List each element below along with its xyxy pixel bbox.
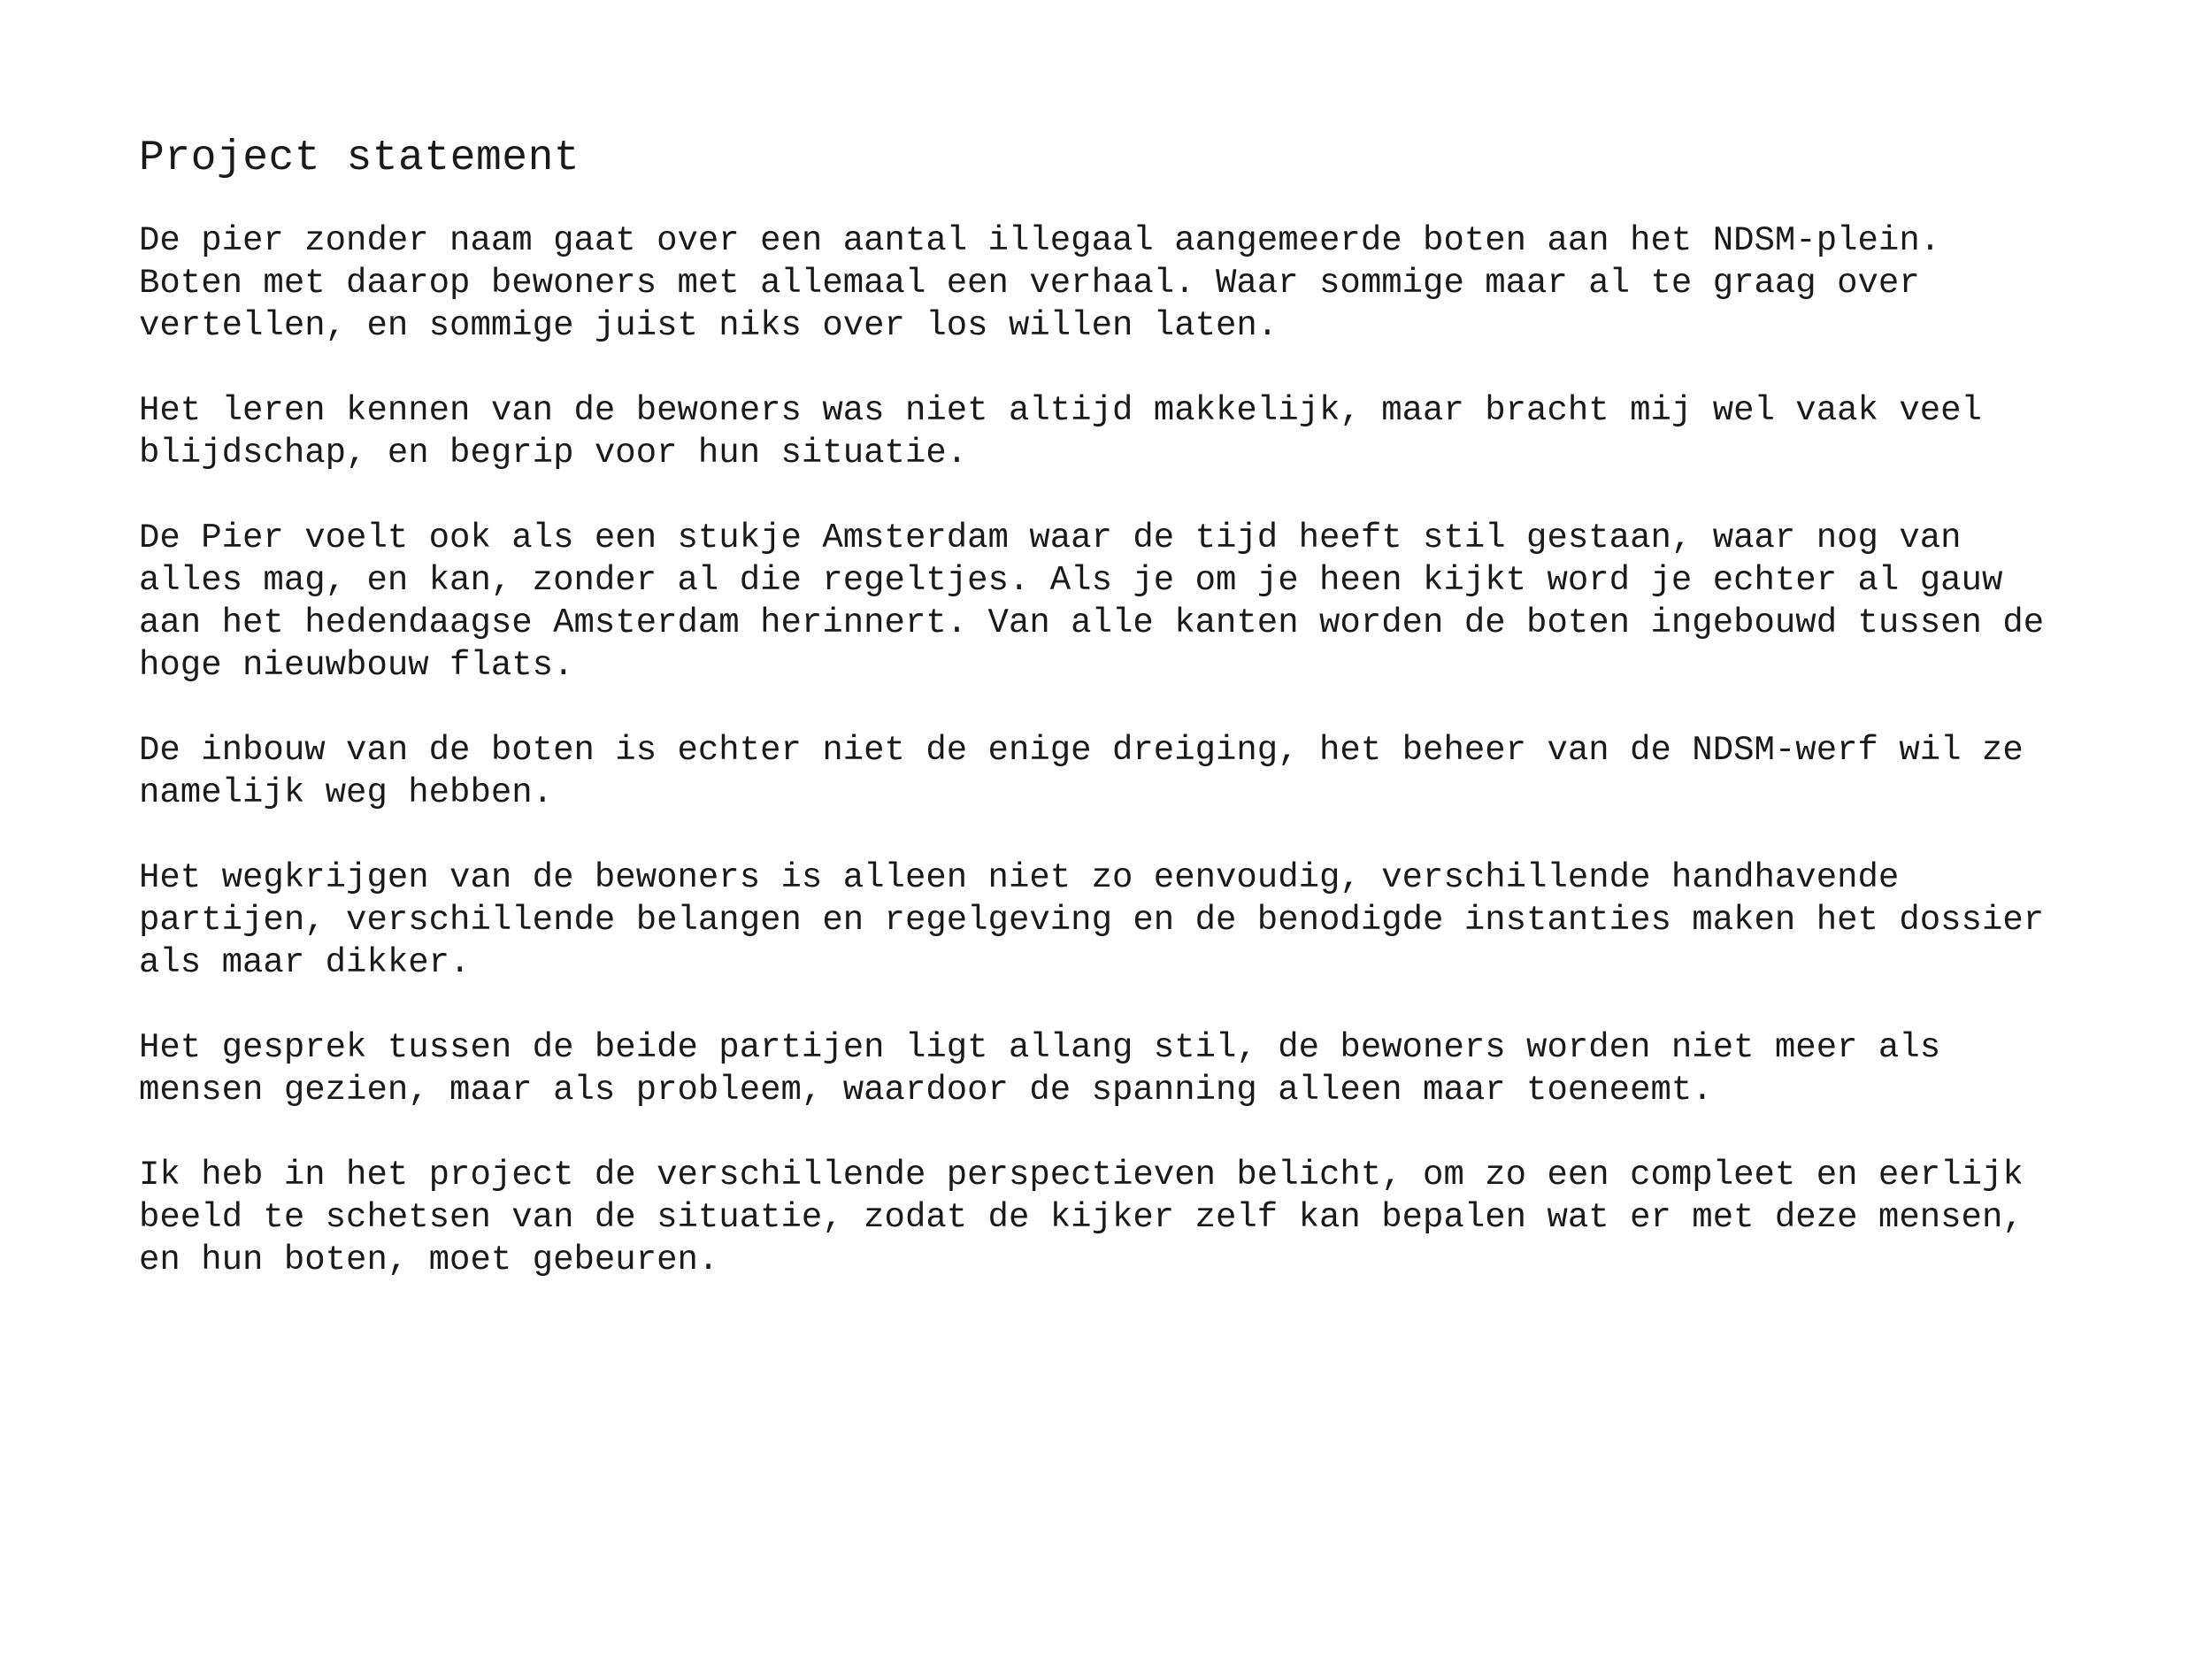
text-line: Boten met daarop bewoners met allemaal een verhaal. Waar sommige maar al te graag over bbox=[139, 264, 1920, 303]
text-line: als maar dikker. bbox=[139, 943, 471, 982]
text-line: beeld te schetsen van de situatie, zodat de kijker zelf kan bepalen wat er met deze mensen, bbox=[139, 1198, 2024, 1237]
paragraph-5 bbox=[139, 856, 2139, 984]
text-line: mensen gezien, maar als probleem, waardoor de spanning alleen maar toeneemt. bbox=[139, 1071, 1713, 1110]
paragraph-1 bbox=[139, 219, 2139, 347]
paragraph-2 bbox=[139, 389, 2139, 474]
paragraph-7 bbox=[139, 1154, 2139, 1281]
text-line: Ik heb in het project de verschillende perspectieven belicht, om zo een compleet en eerlijk bbox=[139, 1156, 2024, 1194]
text-line: Het leren kennen van de bewoners was niet altijd makkelijk, maar bracht mij wel vaak veel bbox=[139, 391, 1982, 430]
text-line: namelijk weg hebben. bbox=[139, 773, 554, 812]
text-line: aan het hedendaagse Amsterdam herinnert. Van alle kanten worden de boten ingebouwd tussen de bbox=[139, 603, 2045, 642]
text-line: partijen, verschillende belangen en regelgeving en de benodigde instanties maken het dossier bbox=[139, 901, 2045, 940]
text-line: hoge nieuwbouw flats. bbox=[139, 646, 574, 685]
text-line: De inbouw van de boten is echter niet de enige dreiging, het beheer van de NDSM-werf wil ze bbox=[139, 731, 2024, 770]
text-line: Het gesprek tussen de beide partijen ligt allang stil, de bewoners worden niet meer als bbox=[139, 1028, 1941, 1067]
text-line: vertellen, en sommige juist niks over los willen laten. bbox=[139, 306, 1279, 345]
text-line: De Pier voelt ook als een stukje Amsterdam waar de tijd heeft stil gestaan, waar nog van bbox=[139, 518, 1962, 557]
paragraph-6 bbox=[139, 1026, 2139, 1111]
paragraph-4 bbox=[139, 729, 2139, 814]
page-title: Project statement bbox=[139, 134, 580, 182]
text-line: en hun boten, moet gebeuren. bbox=[139, 1240, 719, 1279]
text-line: alles mag, en kan, zonder al die regeltjes. Als je om je heen kijkt word je echter al gauw bbox=[139, 561, 2003, 600]
document-page bbox=[139, 133, 2139, 1324]
text-line: De pier zonder naam gaat over een aantal illegaal aangemeerde boten aan het NDSM-plein. bbox=[139, 221, 1941, 260]
text-line: Het wegkrijgen van de bewoners is alleen niet zo eenvoudig, verschillende handhavende bbox=[139, 858, 1900, 897]
text-line: blijdschap, en begrip voor hun situatie. bbox=[139, 434, 968, 472]
paragraph-3 bbox=[139, 517, 2139, 687]
